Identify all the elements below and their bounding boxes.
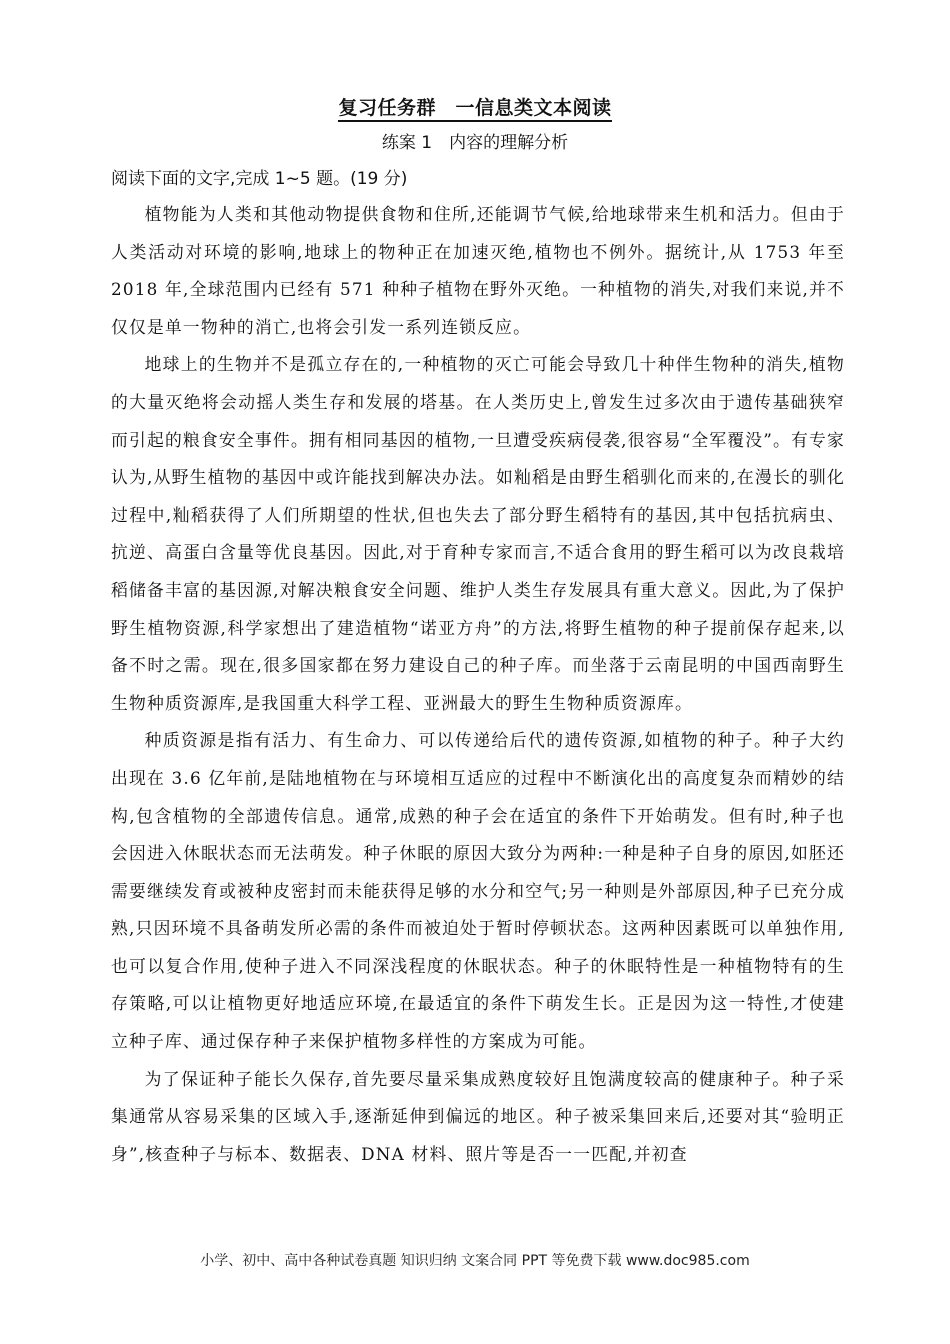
page-subtitle: 练案 1 内容的理解分析 [381,133,569,153]
page-title: 复习任务群 一信息类文本阅读 [0,93,950,120]
paragraph-1: 植物能为人类和其他动物提供食物和住所,还能调节气候,给地球带来生机和活力。但由于人类活动对环境的影响,地球上的物种正在加速灭绝,植物也不例外。据统计,从 1753 年至 2018 年,全球范围内已经有 571 种种子植物在野外灭绝。一种植物的消失,对我们来说,并不仅仅是单一物种的消亡,也将会引发一系列连锁反应。 [111,204,845,337]
paragraph-4: 为了保证种子能长久保存,首先要尽量采集成熟度较好且饱满度较高的健康种子。种子采集通常从容易采集的区域入手,逐渐延伸到偏远的地区。种子被采集回来后,还要对其“验明正身”,核查种子与标本、数据表、DNA 材料、照片等是否一一匹配,并初查 [111,1068,845,1164]
reading-instruction: 阅读下面的文字,完成 1~5 题。(19 分) [111,169,408,189]
paragraph-3: 种质资源是指有活力、有生命力、可以传递给后代的遗传资源,如植物的种子。种子大约出现在 3.6 亿年前,是陆地植物在与环境相互适应的过程中不断演化出的高度复杂而精妙的结构,包含植物的全部遗传信息。通常,成熟的种子会在适宜的条件下开始萌发。但有时,种子也会因进入休眠状态而无法萌发。种子休眠的原因大致分为两种:一种是种子自身的原因,如胚还需要继续发育或被种皮密封而未能获得足够的水分和空气;另一种则是外部原因,种子已充分成熟,只因环境不具备萌发所必需的条件而被迫处于暂时停顿状态。这两种因素既可以单独作用,也可以复合作用,使种子进入不同深浅程度的休眠状态。种子的休眠特性是一种植物特有的生存策略,可以让植物更好地适应环境,在最适宜的条件下萌发生长。正是因为这一特性,才使建立种子库、通过保存种子来保护植物多样性的方案成为可能。 [111,730,845,1052]
page-footer: 小学、初中、高中各种试卷真题 知识归纳 文案合同 PPT 等免费下载 www.doc985.com [200,1253,750,1269]
paragraph-2: 地球上的生物并不是孤立存在的,一种植物的灭亡可能会导致几十种伴生物种的消失,植物的大量灭绝将会动摇人类生存和发展的塔基。在人类历史上,曾发生过多次由于遗传基础狭窄而引起的粮食安全事件。拥有相同基因的植物,一旦遭受疾病侵袭,很容易“全军覆没”。有专家认为,从野生植物的基因中或许能找到解决办法。如籼稻是由野生稻驯化而来的,在漫长的驯化过程中,籼稻获得了人们所期望的性状,但也失去了部分野生稻特有的基因,其中包括抗病虫、抗逆、高蛋白含量等优良基因。因此,对于育种专家而言,不适合食用的野生稻可以为改良栽培稻储备丰富的基因源,对解决粮食安全问题、维护人类生存发展具有重大意义。因此,为了保护野生植物资源,科学家想出了建造植物“诺亚方舟”的方法,将野生植物的种子提前保存起来,以备不时之需。现在,很多国家都在努力建设自己的种子库。而坐落于云南昆明的中国西南野生生物种质资源库,是我国重大科学工程、亚洲最大的野生生物种质资源库。 [111,354,845,713]
article-body [111,196,845,1173]
